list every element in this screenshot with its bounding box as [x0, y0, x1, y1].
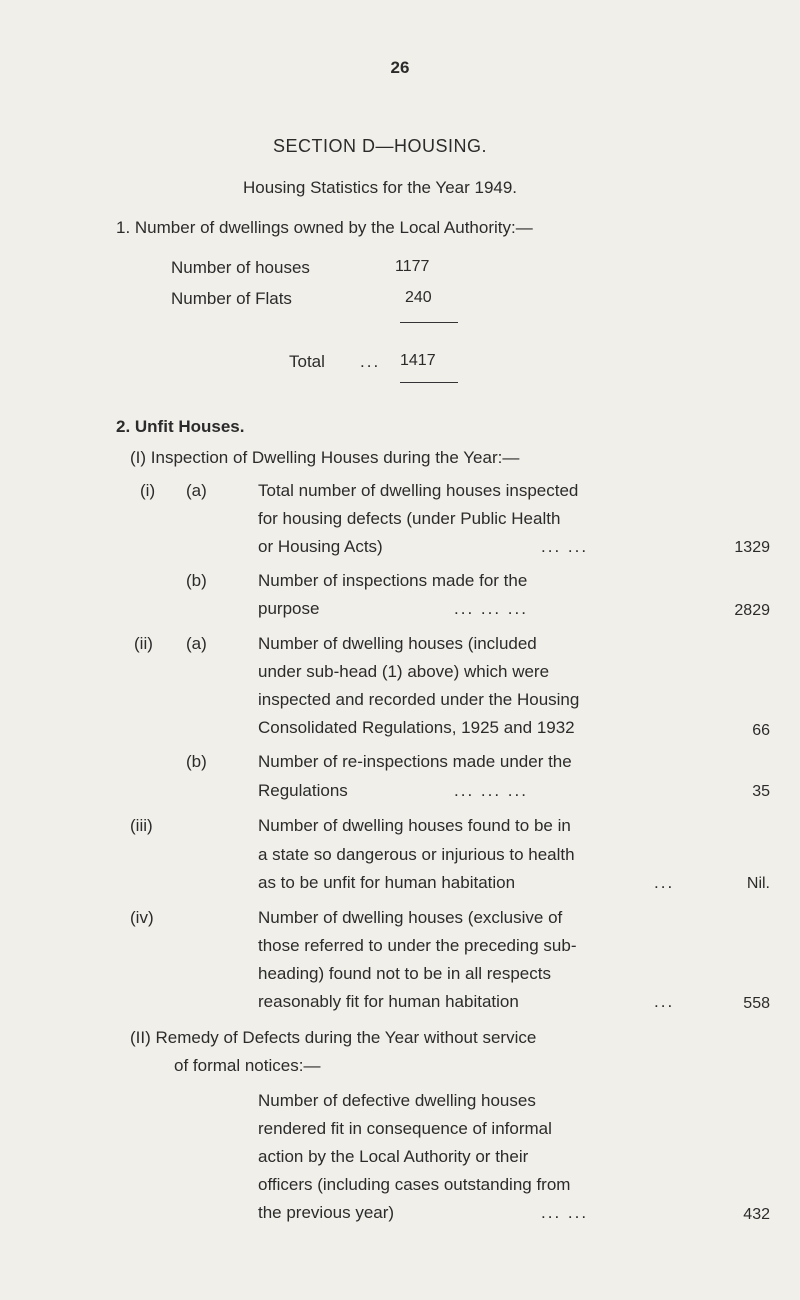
total-value: 1417	[400, 352, 436, 369]
item-i-a-line-3: or Housing Acts)	[258, 537, 383, 556]
q2-heading: 2. Unfit Houses.	[116, 417, 245, 436]
item-i-label: (i)	[140, 481, 156, 500]
item-i-b-dots: ... ... ...	[454, 599, 528, 618]
item-i-a-dots: ... ...	[541, 537, 589, 556]
item-iii-value: Nil.	[746, 875, 770, 892]
item-iv-label: (iv)	[130, 908, 154, 927]
part2-line-5: the previous year)	[258, 1203, 395, 1222]
total-dots: ...	[360, 352, 381, 371]
item-ii-b-value: 35	[752, 783, 770, 800]
item-ii-b-line-1: Number of re-inspections made under the	[258, 752, 572, 771]
total-rule-top	[400, 322, 458, 323]
total-rule-bottom	[400, 382, 458, 383]
total-label: Total	[289, 352, 325, 371]
houses-label: Number of houses	[171, 258, 310, 277]
item-iii-line-1: Number of dwelling houses found to be in	[258, 816, 571, 835]
item-ii-b-dots: ... ... ...	[454, 781, 528, 800]
item-iv-line-4: reasonably fit for human habitation	[258, 992, 519, 1011]
part2-line-3: action by the Local Authority or their	[258, 1147, 529, 1166]
page-number: 26	[390, 58, 410, 77]
part2-dots: ... ...	[541, 1203, 589, 1222]
item-ii-a-line-4: Consolidated Regulations, 1925 and 1932	[258, 718, 575, 737]
item-iii-line-3: as to be unfit for human habitation	[258, 873, 516, 892]
item-i-b-value: 2829	[734, 602, 770, 619]
flats-value: 240	[405, 289, 432, 306]
item-ii-b-line-2: Regulations	[258, 781, 348, 800]
item-iv-line-2: those referred to under the preceding sub-	[258, 936, 577, 955]
item-ii-label: (ii)	[134, 634, 153, 653]
part2-line-2: rendered fit in consequence of informal	[258, 1119, 552, 1138]
part2-value: 432	[743, 1206, 770, 1223]
item-ii-a-label: (a)	[186, 634, 207, 653]
flats-label: Number of Flats	[171, 289, 292, 308]
part2-line-1: Number of defective dwelling houses	[258, 1091, 536, 1110]
item-ii-a-line-2: under sub-head (1) above) which were	[258, 662, 550, 681]
q1-heading: 1. Number of dwellings owned by the Local Authority:—	[116, 218, 533, 237]
part2-line-4: officers (including cases outstanding from	[258, 1175, 571, 1194]
section-title: SECTION D—HOUSING.	[272, 136, 487, 156]
item-iv-value: 558	[743, 995, 770, 1012]
item-i-a-value: 1329	[734, 539, 770, 556]
item-i-b-label: (b)	[186, 571, 207, 590]
item-i-b-line-1: Number of inspections made for the	[258, 571, 528, 590]
item-iii-label: (iii)	[130, 816, 153, 835]
item-ii-b-label: (b)	[186, 752, 207, 771]
item-i-a-label: (a)	[186, 481, 207, 500]
item-iii-line-2: a state so dangerous or injurious to health	[258, 845, 575, 864]
item-ii-a-line-1: Number of dwelling houses (included	[258, 634, 537, 653]
part2-heading-line-2: of formal notices:—	[174, 1056, 321, 1075]
subtitle: Housing Statistics for the Year 1949.	[242, 178, 518, 197]
item-iii-dots: ...	[654, 873, 675, 892]
part2-heading-line-1: (II) Remedy of Defects during the Year without service	[130, 1028, 537, 1047]
part1-heading: (I) Inspection of Dwelling Houses during the Year:—	[130, 448, 520, 467]
item-i-b-line-2: purpose	[258, 599, 320, 618]
item-i-a-line-2: for housing defects (under Public Health	[258, 509, 561, 528]
item-ii-a-line-3: inspected and recorded under the Housing	[258, 690, 580, 709]
item-iv-line-1: Number of dwelling houses (exclusive of	[258, 908, 563, 927]
item-i-a-line-1: Total number of dwelling houses inspected	[258, 481, 579, 500]
item-ii-a-value: 66	[752, 722, 770, 739]
houses-value: 1177	[395, 258, 430, 275]
item-iv-dots: ...	[654, 992, 675, 1011]
item-iv-line-3: heading) found not to be in all respects	[258, 964, 551, 983]
